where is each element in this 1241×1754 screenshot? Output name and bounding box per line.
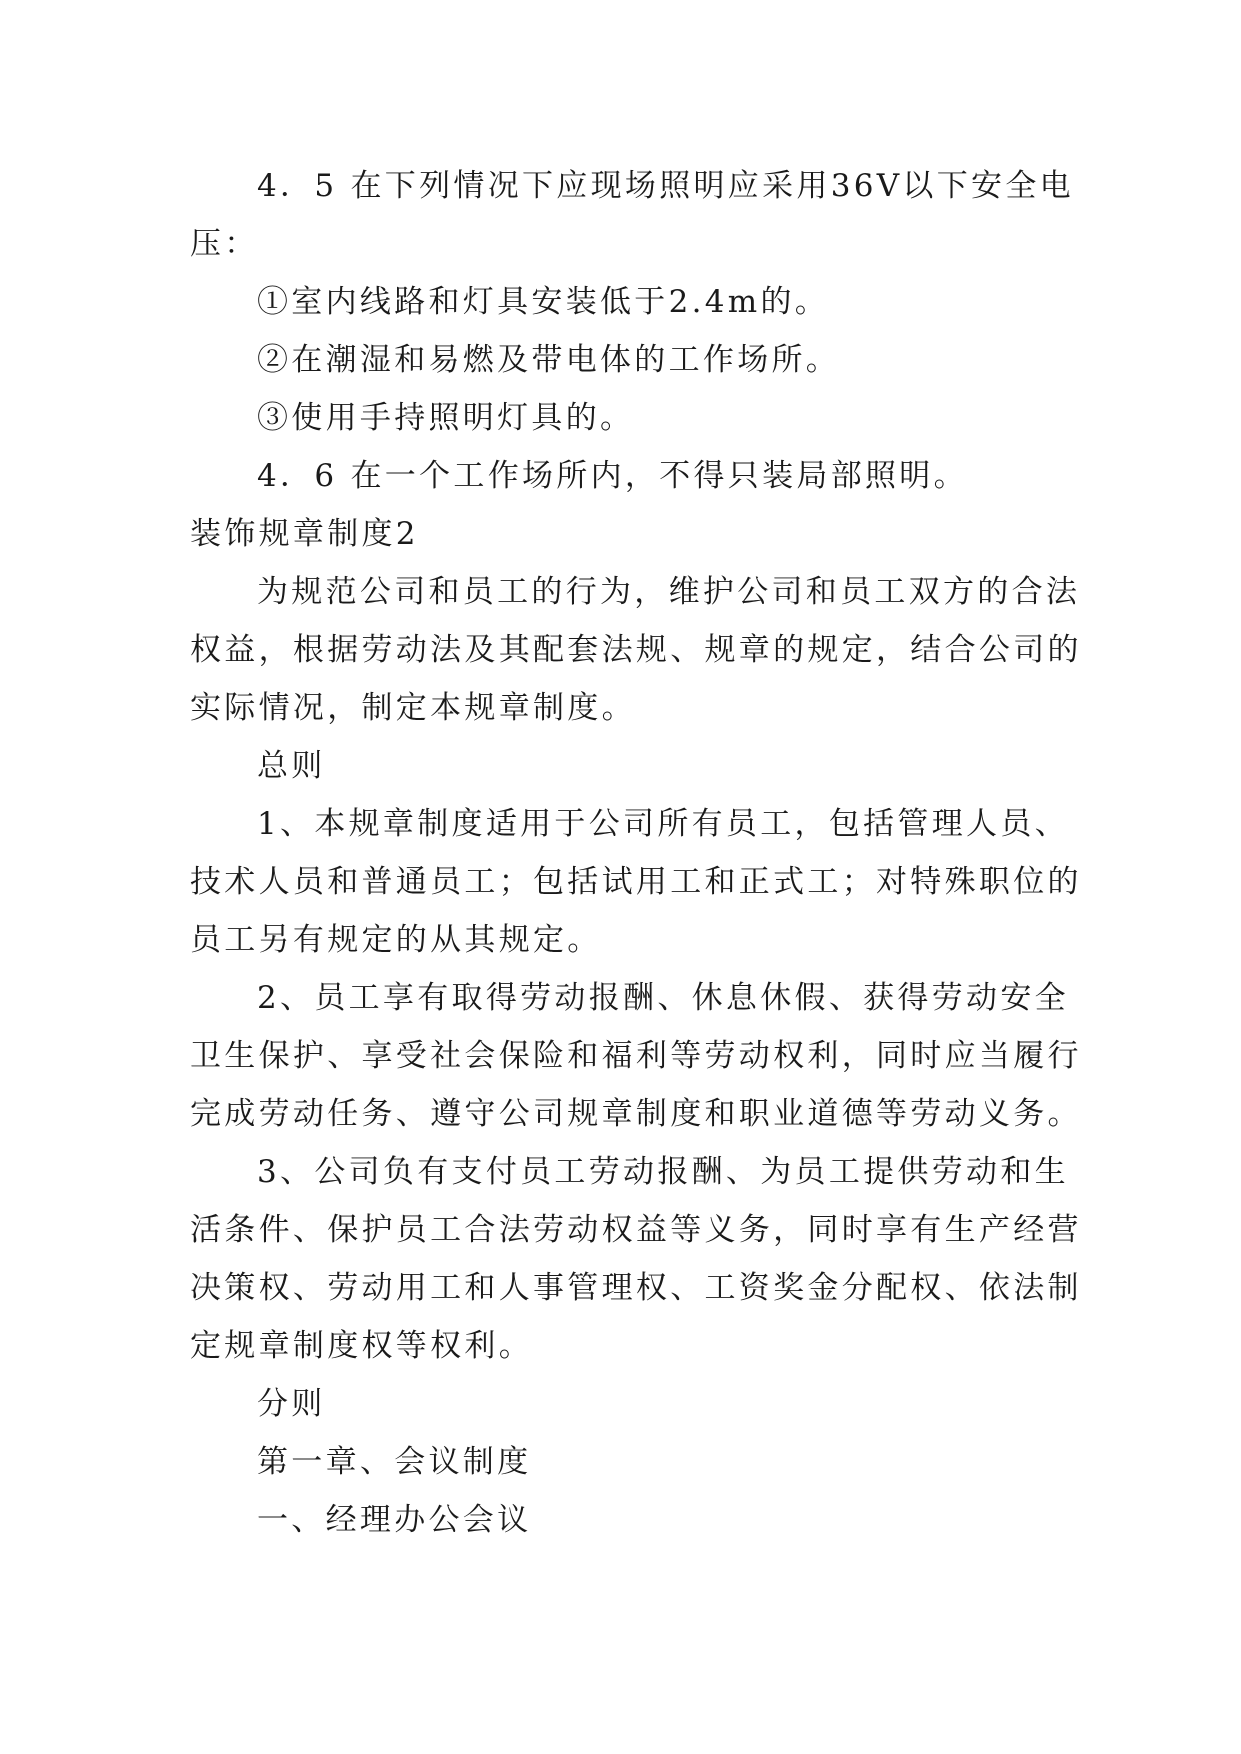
text-line: 实际情况，制定本规章制度。 [190,690,636,726]
text-line: 为规范公司和员工的行为，维护公司和员工双方的合法 [257,574,1081,610]
text-line: 2、员工享有取得劳动报酬、休息休假、获得劳动安全 [257,980,1069,1016]
text-line: 4．5 在下列情况下应现场照明应采用36V以下安全电 [257,168,1074,204]
text-line: 压： [190,226,259,262]
text-line: ②在潮湿和易燃及带电体的工作场所。 [257,342,841,378]
text-line: ③使用手持照明灯具的。 [257,400,635,436]
text-line: ①室内线路和灯具安装低于2.4m的。 [257,284,830,320]
text-line: 卫生保护、享受社会保险和福利等劳动权利，同时应当履行 [190,1038,1082,1074]
heading-detailed: 分则 [257,1386,326,1422]
text-line: 3、公司负有支付员工劳动报酬、为员工提供劳动和生 [257,1154,1069,1190]
text-line: 完成劳动任务、遵守公司规章制度和职业道德等劳动义务。 [190,1096,1082,1132]
text-line: 1、本规章制度适用于公司所有员工，包括管理人员、 [257,806,1069,842]
section-title: 装饰规章制度2 [190,516,419,552]
text-line: 活条件、保护员工合法劳动权益等义务，同时享有生产经营 [190,1212,1082,1248]
text-line: 4．6 在一个工作场所内，不得只装局部照明。 [257,458,968,494]
heading-general: 总则 [257,748,326,784]
chapter-title: 第一章、会议制度 [257,1444,532,1480]
text-line: 权益，根据劳动法及其配套法规、规章的规定，结合公司的 [190,632,1082,668]
text-line: 技术人员和普通员工；包括试用工和正式工；对特殊职位的 [190,864,1082,900]
text-line: 定规章制度权等权利。 [190,1328,533,1364]
text-line: 决策权、劳动用工和人事管理权、工资奖金分配权、依法制 [190,1270,1082,1306]
text-line: 员工另有规定的从其规定。 [190,922,602,958]
subsection-title: 一、经理办公会议 [257,1502,532,1538]
